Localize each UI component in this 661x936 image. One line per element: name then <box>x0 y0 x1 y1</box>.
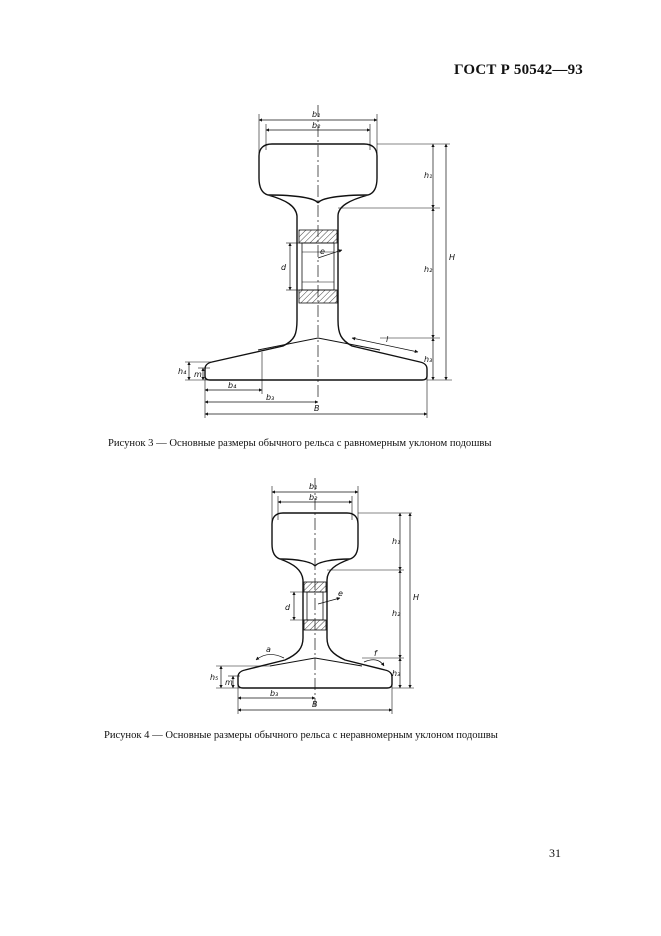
label-h1: h₁ <box>392 537 401 546</box>
label-h4: h₄ <box>178 367 187 376</box>
standard-code: ГОСТ Р 50542—93 <box>453 62 583 78</box>
figure-3-caption: Рисунок 3 — Основные размеры обычного рельса с равномерным уклоном подошвы <box>108 438 492 449</box>
label-m: m <box>225 678 233 687</box>
label-m: m <box>194 370 202 379</box>
label-h3: h₃ <box>392 669 401 678</box>
label-h2: h₂ <box>392 609 401 618</box>
label-B: B <box>314 404 320 413</box>
label-d: d <box>285 603 291 612</box>
label-h2: h₂ <box>424 265 433 274</box>
figure-4-rail-drawing <box>0 470 661 720</box>
label-H: H <box>449 253 456 262</box>
label-b3: b₃ <box>266 393 275 402</box>
label-e: e <box>320 247 325 256</box>
label-b2: b₂ <box>309 493 318 502</box>
rail-profile <box>205 144 427 380</box>
label-b4: b₄ <box>228 381 237 390</box>
figure-3-rail-drawing <box>0 100 661 430</box>
label-e: e <box>338 589 343 598</box>
label-h1: h₁ <box>424 171 433 180</box>
label-b2: b₂ <box>312 121 321 130</box>
label-b3: b₃ <box>270 689 279 698</box>
label-d: d <box>281 263 287 272</box>
label-h3: h₃ <box>424 355 433 364</box>
label-B: B <box>312 700 318 709</box>
label-a: a <box>266 645 271 654</box>
label-H: H <box>413 593 420 602</box>
label-b1: b₁ <box>312 110 321 119</box>
label-h5: h₅ <box>210 673 219 682</box>
figure-4-caption: Рисунок 4 — Основные размеры обычного рельса с неравномерным уклоном подошвы <box>104 730 498 741</box>
label-l: l <box>386 335 389 344</box>
label-b1: b₁ <box>309 482 318 491</box>
page-number: 31 <box>549 846 561 860</box>
label-f: f <box>374 649 377 658</box>
